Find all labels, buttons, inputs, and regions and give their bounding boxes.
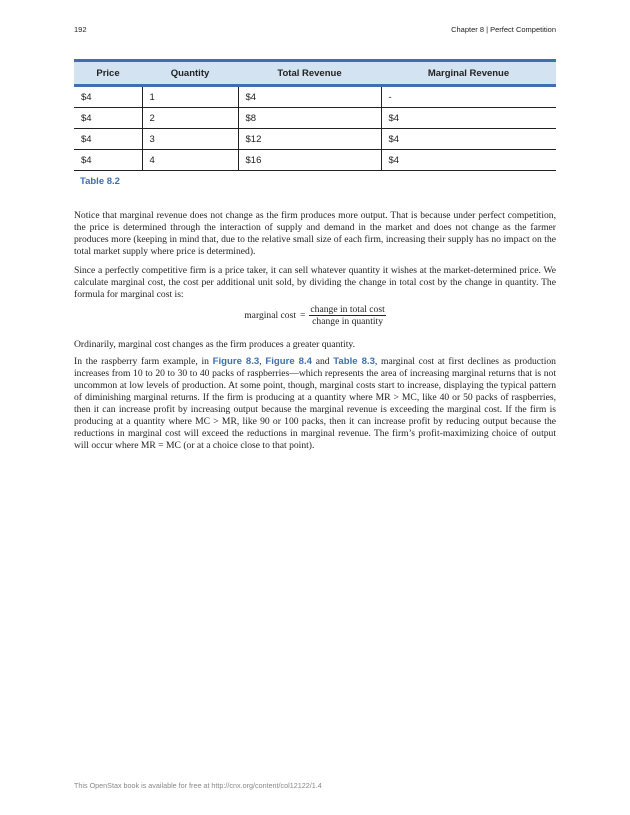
- cell-total-revenue: $4: [238, 86, 381, 108]
- running-header: [74, 25, 556, 37]
- link-figure-8-4[interactable]: Figure 8.4: [265, 356, 312, 367]
- table-row: [74, 108, 556, 129]
- cell-total-revenue: $12: [238, 129, 381, 150]
- paragraph-marginal-cost-changes: Ordinarily, marginal cost changes as the firm produces a greater quantity.: [74, 339, 355, 350]
- chapter-title: Chapter 8 | Perfect Competition: [451, 25, 556, 34]
- column-header-marginal-revenue: Marginal Revenue: [381, 61, 556, 86]
- revenue-table: [74, 59, 556, 171]
- paragraph-text: In the raspberry farm example, in: [74, 356, 213, 367]
- paragraph-marginal-revenue: Notice that marginal revenue does not change as the firm produces more output. That is because under perfect competition, the price is determined through the interaction of supply and demand in the market and does not change as the farmer produces more (keeping in mind that, due to the relative small size of each firm, increasing their supply has no impact on the total market supply where price is determined).: [74, 210, 556, 257]
- column-header-price: Price: [74, 61, 142, 86]
- cell-total-revenue: $8: [238, 108, 381, 129]
- formula-denominator: change in quantity: [312, 316, 384, 327]
- cell-marginal-revenue: -: [381, 86, 556, 108]
- cell-price: $4: [74, 86, 142, 108]
- cell-quantity: 1: [142, 86, 238, 108]
- cell-price: $4: [74, 129, 142, 150]
- formula-lhs: marginal cost: [244, 310, 296, 321]
- paragraph-text: ,: [259, 356, 266, 367]
- cell-price: $4: [74, 150, 142, 171]
- formula-equals: =: [300, 310, 306, 321]
- footer-notice: This OpenStax book is available for free at http://cnx.org/content/col12122/1.4: [74, 781, 322, 790]
- formula-numerator: change in total cost: [310, 304, 385, 315]
- cell-quantity: 2: [142, 108, 238, 129]
- table-header-row: [74, 61, 556, 86]
- link-figure-8-3[interactable]: Figure 8.3: [212, 356, 260, 367]
- paragraph-raspberry-example: [74, 356, 556, 452]
- table-row: [74, 129, 556, 150]
- cell-marginal-revenue: $4: [381, 150, 556, 171]
- cell-marginal-revenue: $4: [381, 129, 556, 150]
- table-caption: Table 8.2: [80, 176, 120, 187]
- paragraph-price-taker: Since a perfectly competitive firm is a price taker, it can sell whatever quantity it wishes at the market-determined price. We calculate marginal cost, the cost per additional unit sold, by dividing the change in total cost by the change in quantity. The formula for marginal cost is:: [74, 265, 556, 300]
- link-table-8-3[interactable]: Table 8.3: [333, 356, 375, 367]
- cell-total-revenue: $16: [238, 150, 381, 171]
- marginal-cost-formula: [0, 304, 630, 327]
- table-row: [74, 150, 556, 171]
- cell-quantity: 3: [142, 129, 238, 150]
- formula-fraction: [309, 304, 385, 327]
- column-header-total-revenue: Total Revenue: [238, 61, 381, 86]
- paragraph-text: and: [311, 356, 334, 367]
- table-row: [74, 86, 556, 108]
- cell-price: $4: [74, 108, 142, 129]
- cell-quantity: 4: [142, 150, 238, 171]
- paragraph-text: , marginal cost at first declines as production increases from 10 to 20 to 30 to 40 packs of raspberries—which represents the area of increasing marginal returns that is not uncommon at low levels of production. At some point, though, marginal costs start to increase, displaying the typical pattern of diminishing marginal returns. If the firm is producing at a quantity where MR > MC, like 40 or 50 packs of raspberries, then it can increase profit by increasing output because the marginal revenue is exceeding the marginal cost. If the firm is producing at a quantity where MC > MR, like 90 or 100 packs, then it can increase profit by reducing output because the reductions in marginal cost will exceed the reductions in marginal revenue. The firm’s profit-maximizing choice of output will occur where MR = MC (or at a choice close to that point).: [74, 356, 556, 451]
- page-number: 192: [74, 25, 87, 34]
- cell-marginal-revenue: $4: [381, 108, 556, 129]
- column-header-quantity: Quantity: [142, 61, 238, 86]
